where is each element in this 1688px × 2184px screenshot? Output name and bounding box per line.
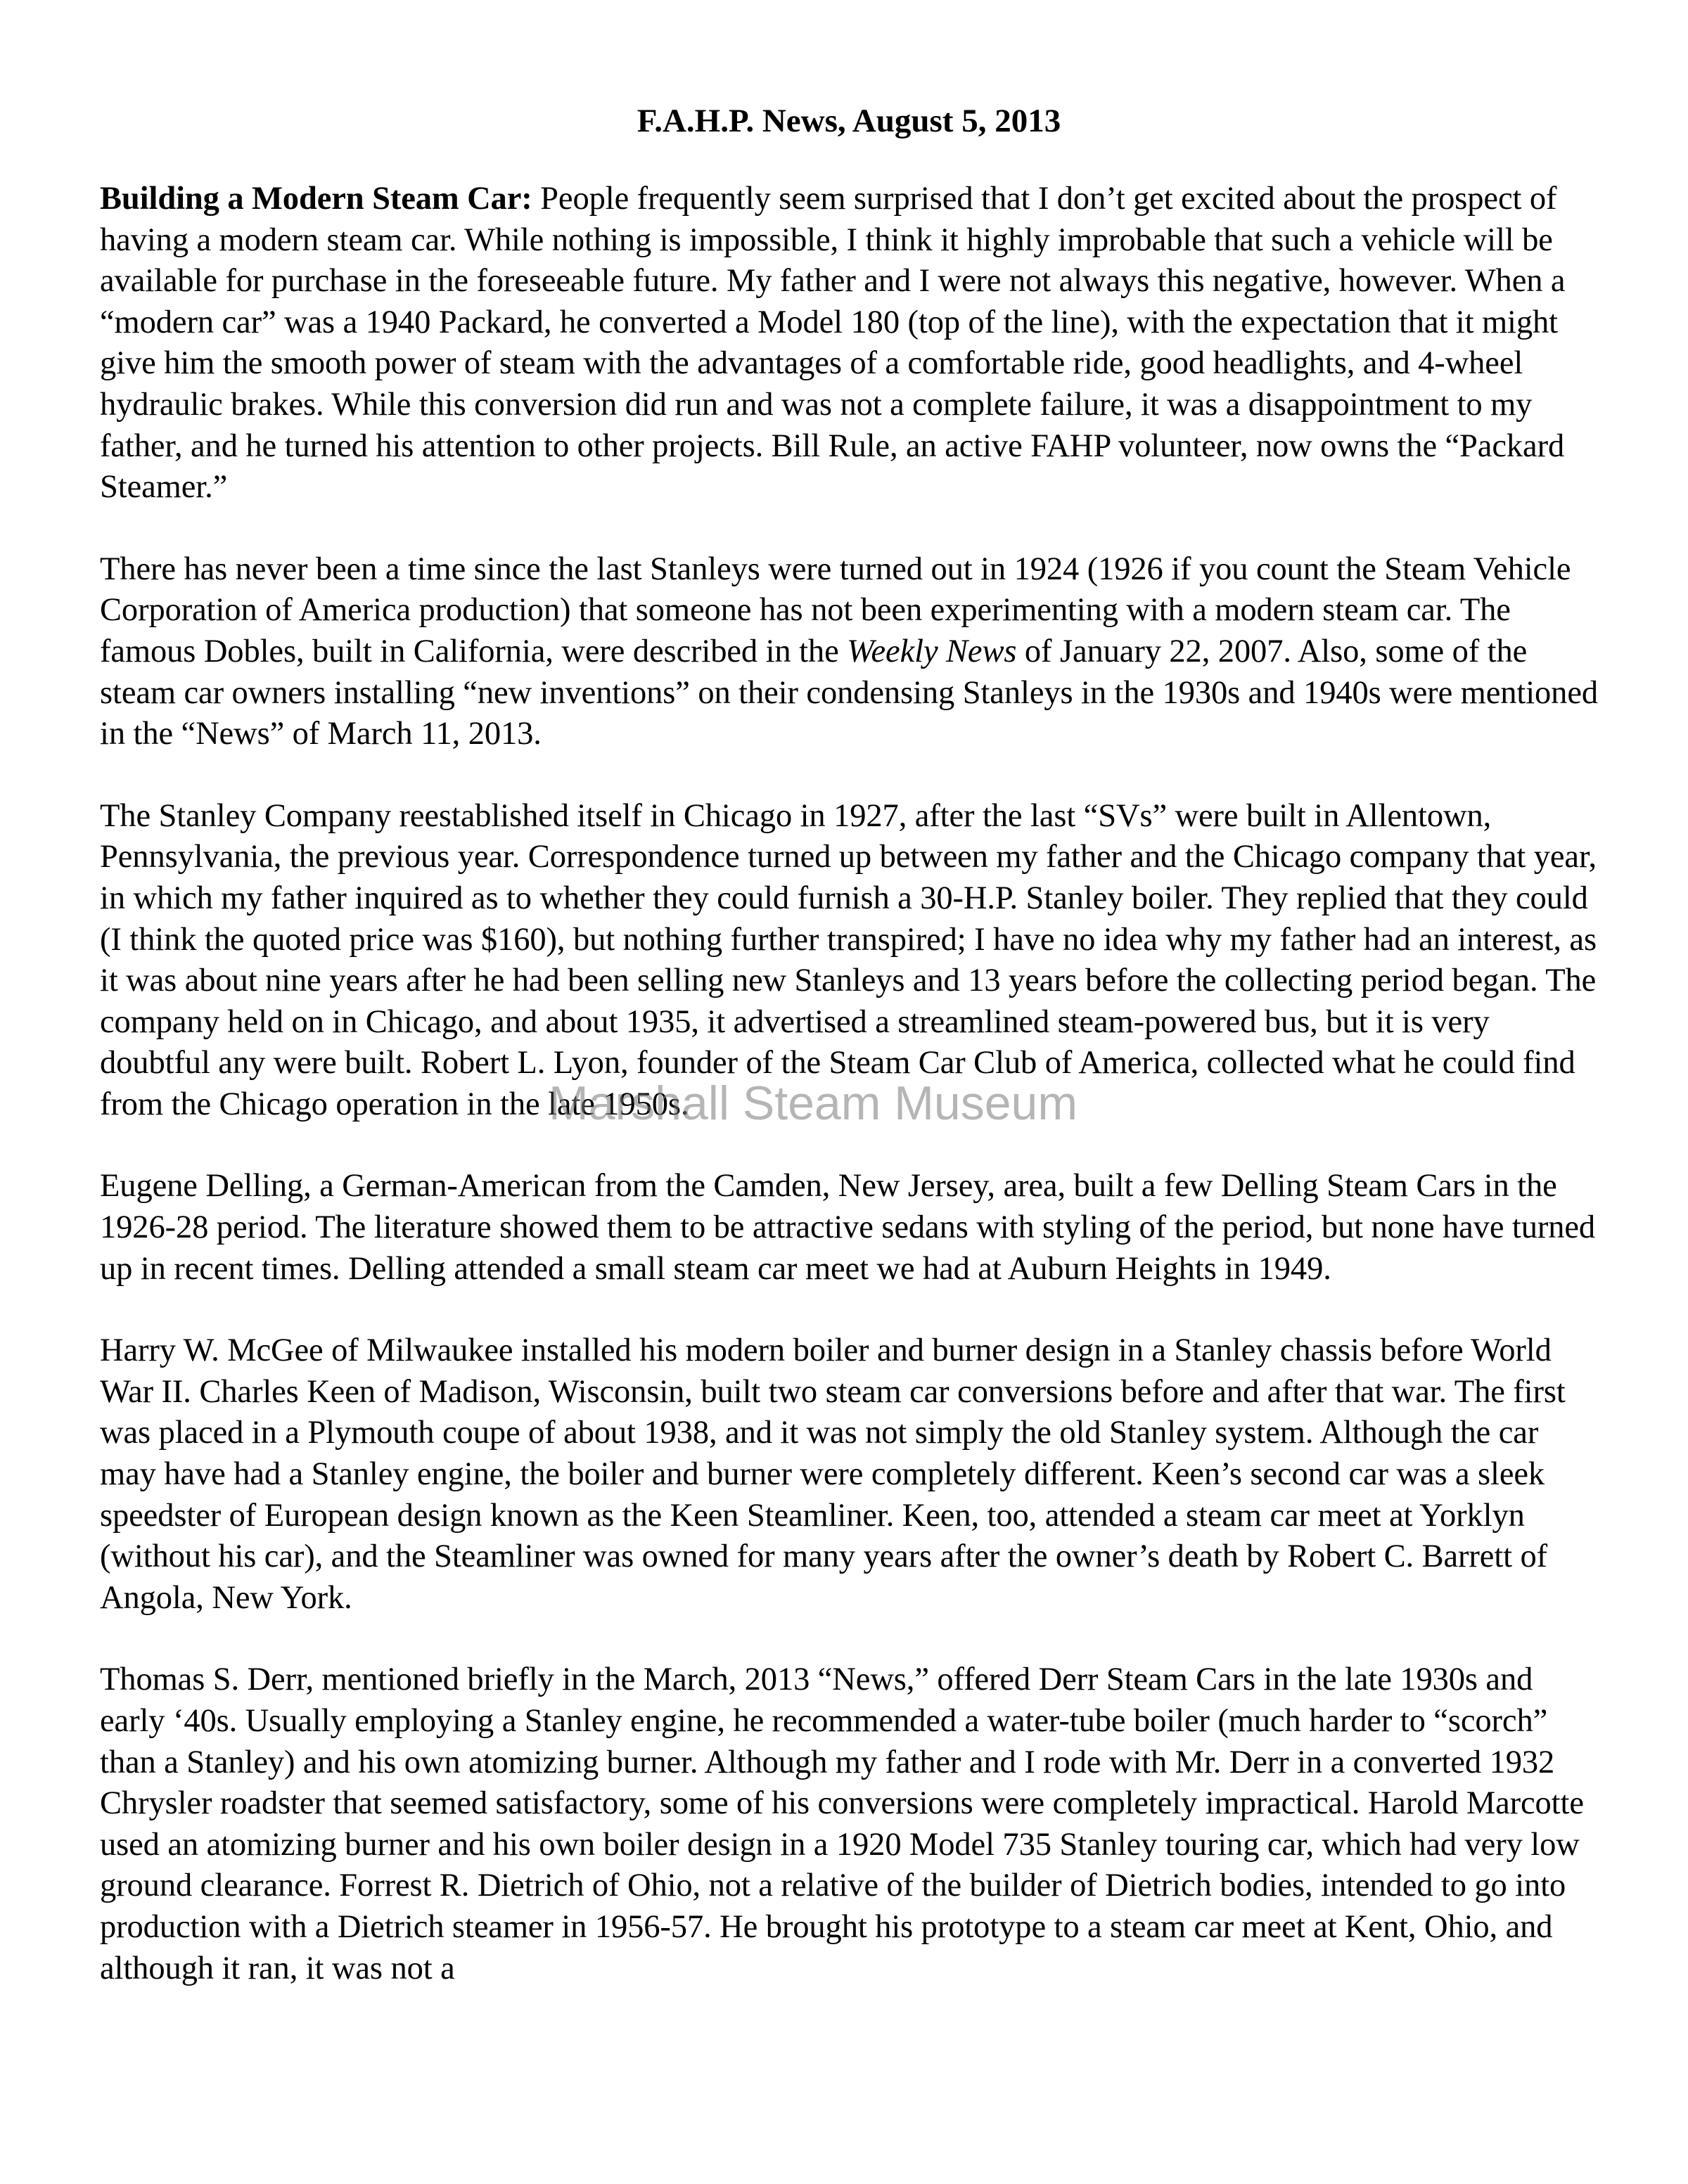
paragraph-experimenting xyxy=(100,549,1598,755)
document-page xyxy=(100,100,1598,2030)
watermark: Marshall Steam Museum xyxy=(549,1077,1078,1130)
document-title: F.A.H.P. News, August 5, 2013 xyxy=(637,103,1061,139)
publication-title: Weekly News xyxy=(847,633,1017,669)
paragraph-derr: Thomas S. Derr, mentioned briefly in the March, 2013 “News,” offered Derr Steam Cars in the late 1930s and early ‘40s. Usually employing a Stanley engine, he recommended a water-tube boiler (much harder to “scorch” than a Stanley) and his own atomizing burner. Although my father and I rode with Mr. Derr in a converted 1932 Chrysler roadster that seemed satisfactory, some of his conversions were completely impractical. Harold Marcotte used an atomizing burner and his own boiler design in a 1920 Model 735 Stanley touring car, which had very low ground clearance. Forrest R. Dietrich of Ohio, not a relative of the builder of Dietrich bodies, intended to go into production with a Dietrich steamer in 1956-57. He brought his prototype to a steam car meet at Kent, Ohio, and although it ran, it was not a xyxy=(100,1662,1584,1986)
paragraph-text: There has never been a time since the last Stanleys were turned out in 1924 (1926 if you count the Steam Vehicle Corporation of America production) that someone has not been experimenting with a modern steam car. The famous Dobles, built in California, were described in the xyxy=(100,551,1571,669)
paragraph-text: of January 22, 2007. Also, some of the steam car owners installing “new inventions” on their condensing Stanleys in the 1930s and 1940s were mentioned in the “News” of March 11, 2013. xyxy=(100,633,1599,752)
section-heading: Building a Modern Steam Car: xyxy=(100,181,532,217)
paragraph-text: People frequently seem surprised that I don’t get excited about the prospect of having a modern steam car. While nothing is impossible, I think it highly improbable that such a vehicle will be available for purchase in the foreseeable future. My father and I were not always this negative, however. When a “modern car” was a 1940 Packard, he converted a Model 180 (top of the line), with the expectation that it might give him the smooth power of steam with the advantages of a comfortable ride, good headlights, and 4-wheel hydraulic brakes. While this conversion did run and was not a complete failure, it was a disappointment to my father, and he turned his attention to other projects. Bill Rule, an active FAHP volunteer, now owns the “Packard Steamer.” xyxy=(100,181,1566,506)
paragraph-stanley-company: The Stanley Company reestablished itself in Chicago in 1927, after the last “SVs” were built in Allentown, Pennsylvania, the previous year. Correspondence turned up between my father and the Chicago company that year, in which my father inquired as to whether they could furnish a 30-H.P. Stanley boiler. They replied that they could (I think the quoted price was $160), but nothing further transpired; I have no idea why my father had an interest, as it was about nine years after he had been selling new Stanleys and 13 years before the collecting period began. The company held on in Chicago, and about 1935, it advertised a streamlined steam-powered bus, but it is very doubtful any were built. Robert L. Lyon, founder of the Steam Car Club of America, collected what he could find from the Chicago operation in the late 1950s. xyxy=(100,797,1597,1122)
paragraph-modern-steam-car xyxy=(100,179,1598,508)
paragraph-delling: Eugene Delling, a German-American from the Camden, New Jersey, area, built a few Delling Steam Cars in the 1926-28 period. The literature showed them to be attractive sedans with styling of the period, but none have turned up in recent times. Delling attended a small steam car meet we had at Auburn Heights in 1949. xyxy=(100,1168,1596,1287)
paragraph-mcgee-keen: Harry W. McGee of Milwaukee installed his modern boiler and burner design in a Stanley chassis before World War II. Charles Keen of Madison, Wisconsin, built two steam car conversions before and after that war. The first was placed in a Plymouth coupe of about 1938, and it was not simply the old Stanley system. Although the car may have had a Stanley engine, the boiler and burner were completely different. Keen’s second car was a sleek speedster of European design known as the Keen Steamliner. Keen, too, attended a steam car meet at Yorklyn (without his car), and the Steamliner was owned for many years after the owner’s death by Robert C. Barrett of Angola, New York. xyxy=(100,1332,1566,1616)
